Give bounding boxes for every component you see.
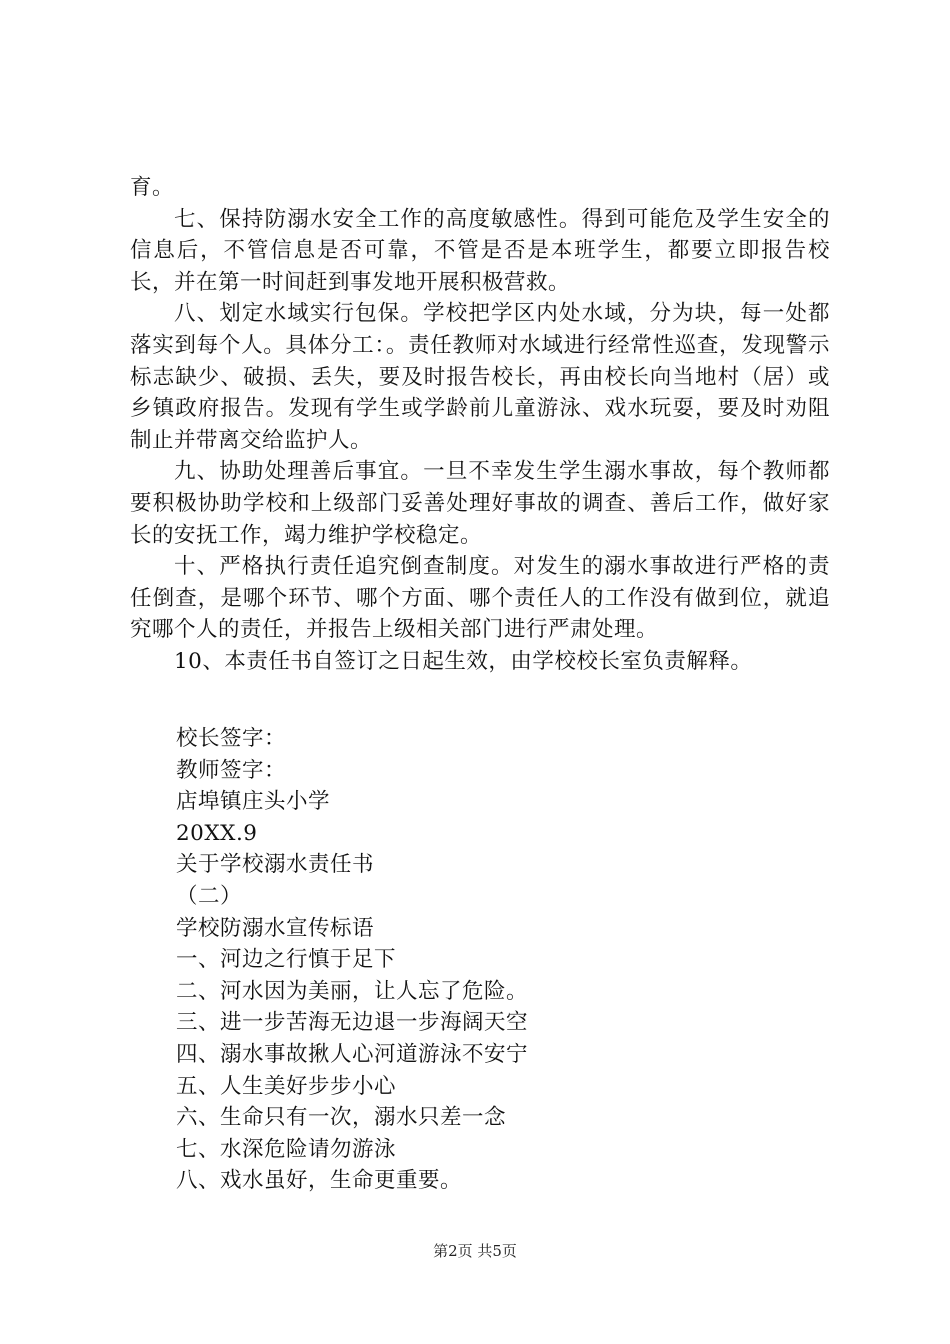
- slogan-item: 三、进一步苦海无边退一步海阔天空: [176, 1010, 529, 1036]
- slogan-item: 二、河水因为美丽，让人忘了危险。: [176, 978, 529, 1004]
- slogan-item: 六、生命只有一次，溺水只差一念: [176, 1105, 507, 1131]
- slogans-title: 学校防溺水宣传标语: [176, 915, 375, 941]
- slogan-item: 一、河边之行慎于足下: [176, 947, 397, 973]
- slogan-item: 五、人生美好步步小心: [176, 1073, 397, 1099]
- signature-and-slogans: [176, 723, 836, 1197]
- page-footer: 第2页 共5页: [433, 1242, 517, 1260]
- document-body: [130, 172, 830, 678]
- slogan-item: 八、戏水虽好，生命更重要。: [176, 1168, 463, 1194]
- second-document-title: 关于学校溺水责任书: [176, 852, 375, 878]
- slogan-item: 四、溺水事故揪人心河道游泳不安宁: [176, 1041, 529, 1067]
- slogan-item: 七、水深危险请勿游泳: [176, 1136, 397, 1162]
- paragraph-item-8: 八、划定水域实行包保。学校把学区内处水域，分为块，每一处都落实到每个人。具体分工：。责任教师对水域进行经常性巡查，发现警示标志缺少、破损、丢失，要及时报告校长，再由校长向当地村（居）或乡镇政府报告。发现有学生或学龄前儿童游泳、戏水玩耍，要及时劝阻制止并带离交给监护人。: [130, 301, 830, 453]
- second-document-subtitle: （二）: [176, 883, 243, 909]
- paragraph-item-9: 九、协助处理善后事宜。一旦不幸发生学生溺水事故，每个教师都要积极协助学校和上级部门妥善处理好事故的调查、善后工作，做好家长的安抚工作，竭力维护学校稳定。: [130, 459, 830, 548]
- school-name: 店埠镇庄头小学: [176, 789, 331, 815]
- teacher-signature-label: 教师签字：: [176, 757, 287, 783]
- paragraph-item-10: 十、严格执行责任追究倒查制度。对发生的溺水事故进行严格的责任倒查，是哪个环节、哪个方面、哪个责任人的工作没有做到位，就追究哪个人的责任，并报告上级相关部门进行严肃处理。: [130, 554, 830, 643]
- paragraph-item-7: 七、保持防溺水安全工作的高度敏感性。得到可能危及学生安全的信息后，不管信息是否可靠，不管是否是本班学生，都要立即报告校长，并在第一时间赶到事发地开展积极营救。: [130, 206, 830, 295]
- paragraph-continuation: 育。: [130, 175, 175, 200]
- paragraph-effective-clause: 10、本责任书自签订之日起生效，由学校校长室负责解释。: [174, 648, 753, 674]
- principal-signature-label: 校长签字：: [176, 726, 287, 751]
- signature-date: 20XX.9: [176, 820, 258, 846]
